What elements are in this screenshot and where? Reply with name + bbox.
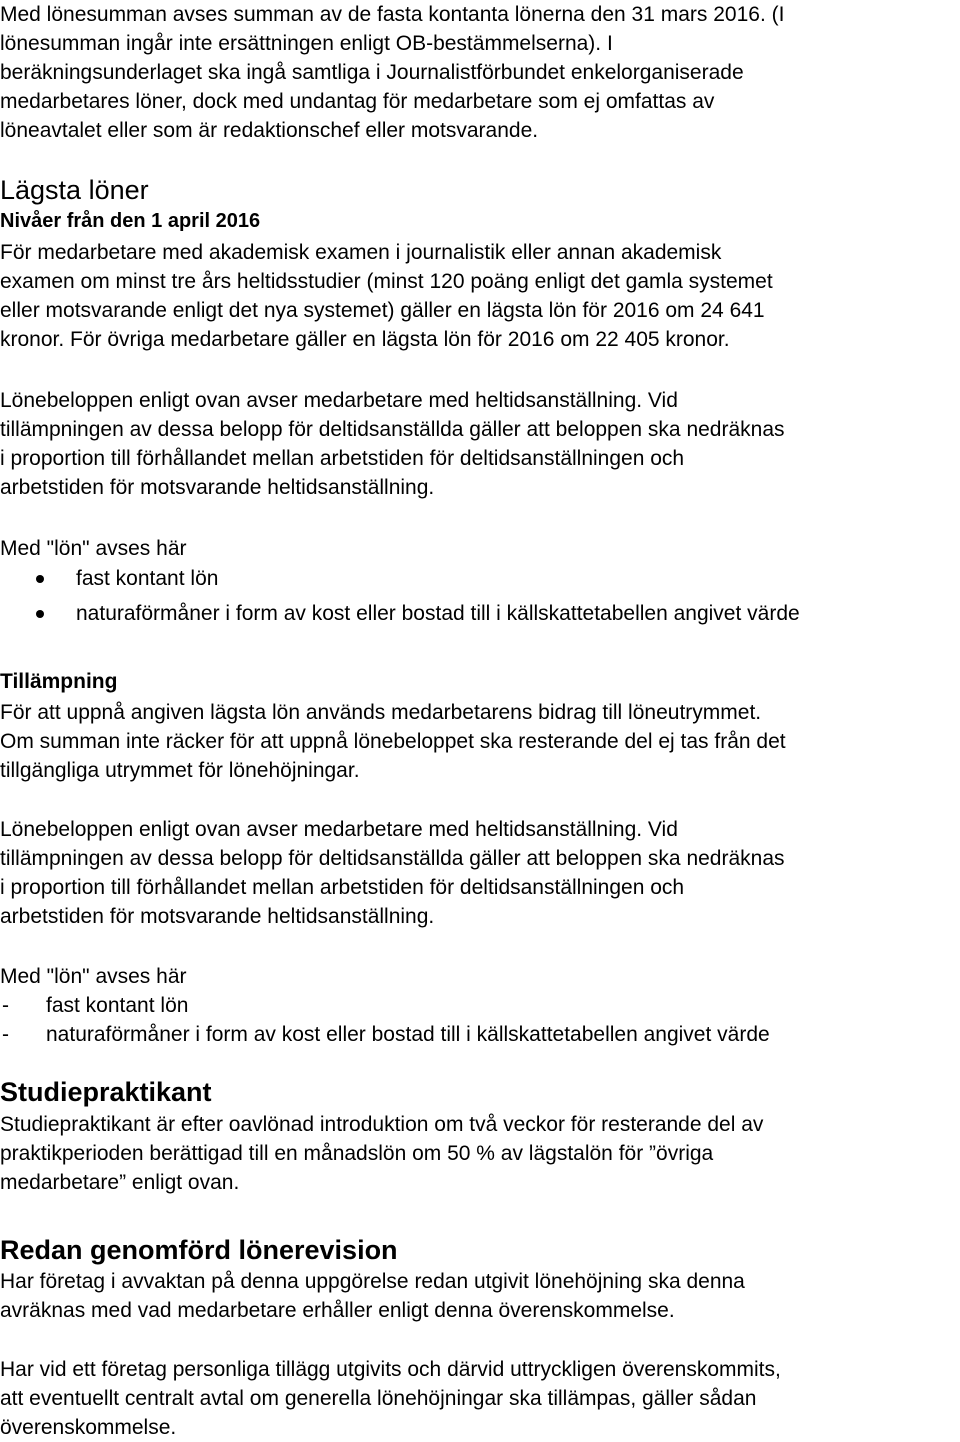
text-line: tillämpningen av dessa belopp för deltidsanställda gäller att beloppen ska nedräknas xyxy=(0,847,785,870)
lagsta-loner-paragraph-2 xyxy=(0,386,960,502)
redan-genomford-paragraph-1 xyxy=(0,1267,960,1325)
text-line: medarbetare” enligt ovan. xyxy=(0,1171,240,1194)
text-line: tillgängliga utrymmet för lönehöjningar. xyxy=(0,759,360,782)
bullet-text: naturaförmåner i form av kost eller bostad till i källskattetabellen angivet värde xyxy=(76,602,800,625)
text-line: För att uppnå angiven lägsta lön används medarbetarens bidrag till löneutrymmet. xyxy=(0,701,762,724)
tillampning-paragraph-1 xyxy=(0,698,960,785)
text-line: lönesumman ingår inte ersättningen enligt OB-bestämmelserna). I xyxy=(0,32,613,55)
text-line: beräkningsunderlaget ska ingå samtliga i Journalistförbundet enkelorganiserade xyxy=(0,61,744,84)
heading-lagsta-loner: Lägsta löner xyxy=(0,175,149,205)
text-line: i proportion till förhållandet mellan arbetstiden för deltidsanställningen och xyxy=(0,876,685,899)
dash-text: fast kontant lön xyxy=(46,994,189,1017)
heading-studiepraktikant: Studiepraktikant xyxy=(0,1077,212,1107)
bullet-list-item xyxy=(0,564,960,594)
bullet-icon xyxy=(36,610,44,618)
text-line: Med "lön" avses här xyxy=(0,965,187,988)
bullet-list-item xyxy=(0,599,960,629)
text-line: medarbetares löner, dock med undantag för medarbetare som ej omfattas av xyxy=(0,90,715,113)
text-line: tillämpningen av dessa belopp för deltidsanställda gäller att beloppen ska nedräknas xyxy=(0,418,785,441)
text-line: löneavtalet eller som är redaktionschef eller motsvarande. xyxy=(0,119,539,142)
lon-intro xyxy=(0,534,960,563)
intro-paragraph xyxy=(0,0,960,145)
text-line: Lönebeloppen enligt ovan avser medarbetare med heltidsanställning. Vid xyxy=(0,389,678,412)
dash-list-item xyxy=(0,991,960,1021)
bullet-text: fast kontant lön xyxy=(76,567,219,590)
text-line: avräknas med vad medarbetare erhåller enligt denna överenskommelse. xyxy=(0,1299,675,1322)
text-line: Om summan inte räcker för att uppnå lönebeloppet ska resterande del ej tas från det xyxy=(0,730,786,753)
text-line: Studiepraktikant är efter oavlönad introduktion om två veckor för resterande del av xyxy=(0,1113,764,1136)
text-line: kronor. För övriga medarbetare gäller en lägsta lön för 2016 om 22 405 kronor. xyxy=(0,328,730,351)
dash-list-item xyxy=(0,1020,960,1050)
tillampning-paragraph-2 xyxy=(0,815,960,931)
text-line: att eventuellt centralt avtal om generella lönehöjningar ska tillämpas, gäller sådan xyxy=(0,1387,757,1410)
text-line: Har vid ett företag personliga tillägg utgivits och därvid uttryckligen överenskommits, xyxy=(0,1358,781,1381)
text-line: Med lönesumman avses summan av de fasta kontanta lönerna den 31 mars 2016. (I xyxy=(0,3,785,26)
text-line: överenskommelse. xyxy=(0,1416,177,1439)
redan-genomford-paragraph-2 xyxy=(0,1355,960,1442)
lagsta-loner-paragraph-1 xyxy=(0,238,960,354)
text-line: För medarbetare med akademisk examen i journalistik eller annan akademisk xyxy=(0,241,722,264)
text-line: eller motsvarande enligt det nya systemet) gäller en lägsta lön för 2016 om 24 641 xyxy=(0,299,765,322)
text-line: Har företag i avvaktan på denna uppgörelse redan utgivit lönehöjning ska denna xyxy=(0,1270,745,1293)
text-line: Lönebeloppen enligt ovan avser medarbetare med heltidsanställning. Vid xyxy=(0,818,678,841)
bullet-icon xyxy=(36,575,44,583)
heading-tillampning: Tillämpning xyxy=(0,670,118,693)
dash-marker: - xyxy=(2,1023,9,1046)
dash-text: naturaförmåner i form av kost eller bostad till i källskattetabellen angivet värde xyxy=(46,1023,770,1046)
heading-redan-genomford: Redan genomförd lönerevision xyxy=(0,1235,398,1265)
text-line: praktikperioden berättigad till en månadslön om 50 % av lägstalön för ”övriga xyxy=(0,1142,714,1165)
dash-marker: - xyxy=(2,994,9,1017)
text-line: Med "lön" avses här xyxy=(0,537,187,560)
lon-intro xyxy=(0,962,960,991)
text-line: examen om minst tre års heltidsstudier (minst 120 poäng enligt det gamla systemet xyxy=(0,270,773,293)
text-line: arbetstiden för motsvarande heltidsanställning. xyxy=(0,905,435,928)
subheading-nivaer: Nivåer från den 1 april 2016 xyxy=(0,210,261,232)
studiepraktikant-paragraph xyxy=(0,1110,960,1197)
text-line: i proportion till förhållandet mellan arbetstiden för deltidsanställningen och xyxy=(0,447,685,470)
text-line: arbetstiden för motsvarande heltidsanställning. xyxy=(0,476,435,499)
